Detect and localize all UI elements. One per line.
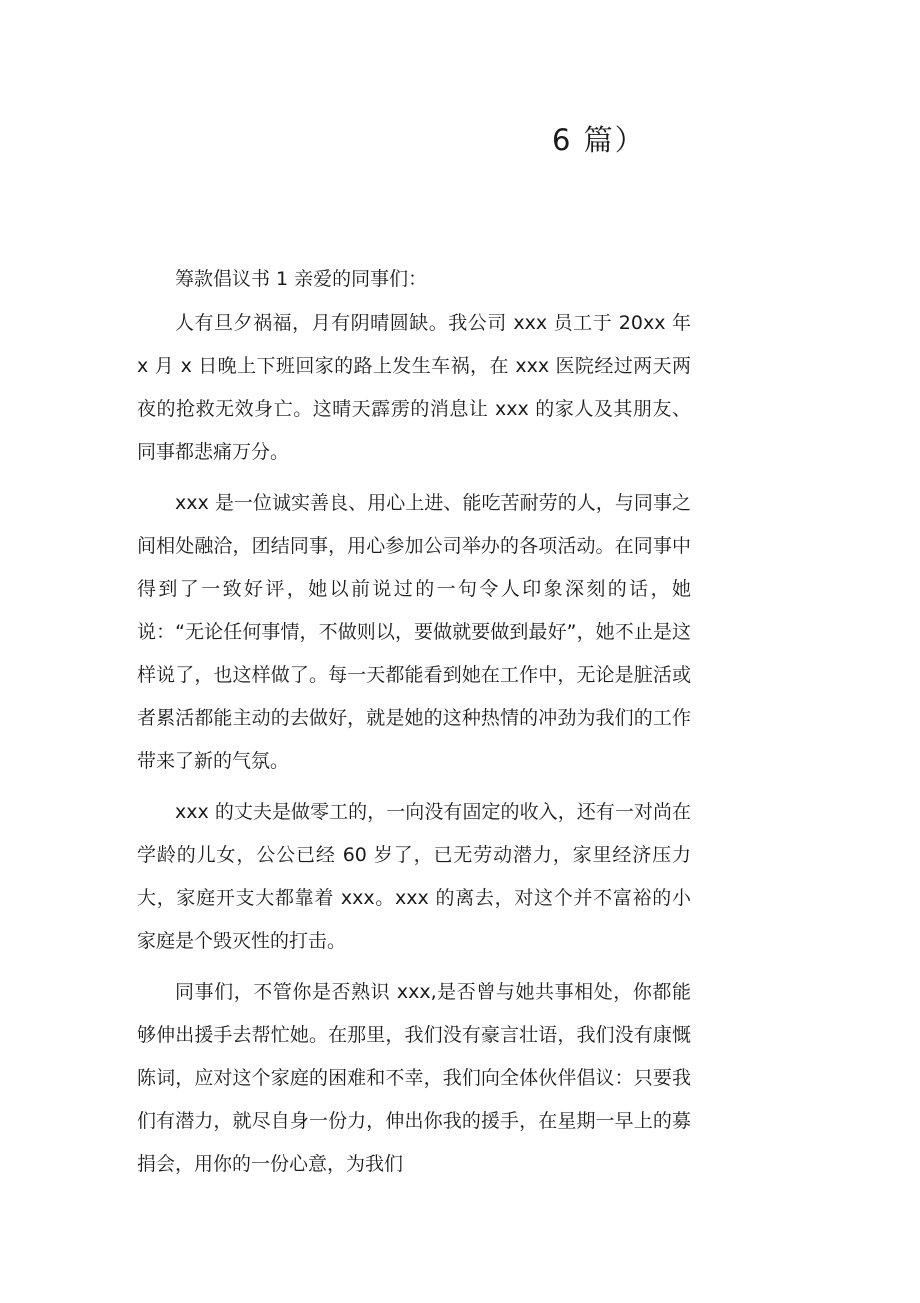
paragraph-character: xxx 是一位诚实善良、用心上进、能吃苦耐劳的人，与同事之间相处融洽，团结同事，用心参加公司举办的各项活动。在同事中得到了一致好评，她以前说过的一句令人印象深刻的话，她说：“无论任何事情，不做则以，要做就要做到最好”，她不止是这样说了，也这样做了。每一天都能看到她在工作中，无论是脏活或者累活都能主动的去做好，就是她的这种热情的冲劲为我们的工作带来了新的气氛。 <box>137 492 691 772</box>
paragraph-appeal: 同事们，不管你是否熟识 xxx,是否曾与她共事相处，你都能够伸出援手去帮忙她。在那里，我们没有豪言壮语，我们没有康慨陈词，应对这个家庭的困难和不幸，我们向全体伙伴倡议：只要我们有潜力，就尽自身一份力，伸出你我的援手，在星期一早上的募捐会，用你的一份心意，为我们 <box>137 981 691 1175</box>
paragraph-salutation: 筹款倡议书 1 亲爱的同事们： <box>175 268 428 290</box>
page-title: 6 篇） <box>552 123 646 157</box>
paragraph-family: xxx 的丈夫是做零工的，一向没有固定的收入，还有一对尚在学龄的儿女，公公已经 60 岁了，已无劳动潜力，家里经济压力大，家庭开支大都靠着 xxx。xxx 的离去，对这个并不富裕的小家庭是个毁灭性的打击。 <box>137 801 691 952</box>
document-body <box>137 258 691 1186</box>
paragraph-accident: 人有旦夕祸福，月有阴晴圆缺。我公司 xxx 员工于 20xx 年 x 月 x 日晚上下班回家的路上发生车祸，在 xxx 医院经过两天两夜的抢救无效身亡。这晴天霹雳的消息让 xxx 的家人及其朋友、同事都悲痛万分。 <box>137 312 691 463</box>
